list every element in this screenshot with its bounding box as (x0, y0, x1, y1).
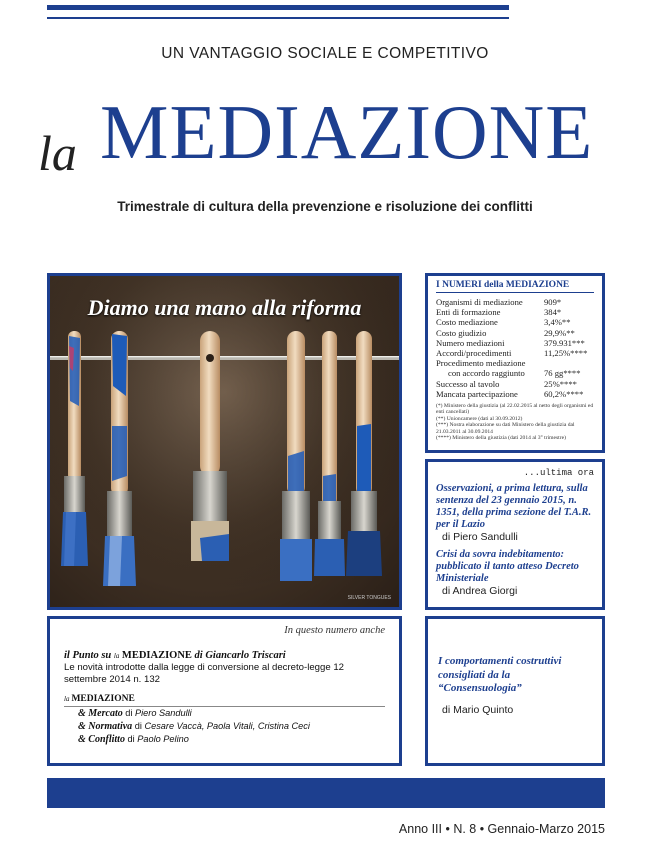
punto-author: di Giancarlo Triscari (194, 650, 286, 661)
section-item-authors: Cesare Vaccà, Paola Vitali, Cristina Ceci (144, 721, 310, 731)
numbers-box (425, 273, 605, 453)
section-item[interactable] (64, 733, 385, 746)
numbers-label: Costo giudizio (436, 327, 487, 338)
numbers-value: 909* (544, 297, 562, 307)
numbers-row (436, 317, 594, 327)
article-title[interactable]: Osservazioni, a prima lettura, sulla sentenza del 23 gennaio 2015, n. 1351, della prima sezione del T.A.R. per il Lazio (436, 483, 592, 530)
numbers-value: 60,2%**** (544, 388, 584, 399)
top-rule-thin (47, 17, 509, 19)
article-author: di Andrea Giorgi (442, 585, 518, 597)
numbers-row (436, 368, 594, 378)
numbers-row (436, 297, 594, 307)
numbers-row (436, 338, 594, 348)
subtitle: Trimestrale di cultura della prevenzione e risoluzione dei conflitti (117, 199, 533, 214)
in-this-issue-label: In questo numero anche (284, 625, 385, 636)
section-item-by: di (134, 721, 142, 731)
punto-la: la (113, 652, 120, 660)
top-rule-thick (47, 5, 509, 10)
numbers-value: 11,25%**** (544, 348, 588, 359)
punto-description: Le novità introdotte dalla legge di conversione al decreto-legge 12 settembre 2014 n. 132 (64, 662, 345, 685)
ultima-ora-label: ...ultima ora (523, 468, 594, 478)
punto-heading[interactable] (64, 650, 385, 661)
feature-box (425, 616, 605, 766)
punto-prefix: il Punto su (64, 650, 112, 661)
masthead-title: MEDIAZIONE (100, 89, 594, 175)
article-author: di Piero Sandulli (442, 531, 518, 543)
article-title[interactable]: Crisi da sovra indebitamento: pubblicato il tanto atteso Decreto Ministeriale (436, 549, 579, 584)
numbers-row (436, 348, 594, 358)
numbers-label: Enti di formazione (436, 307, 501, 318)
numbers-note: (**) Unioncamere (dati al 30.09.2012) (436, 415, 523, 422)
bottom-bar (47, 778, 605, 808)
section-item-authors: Piero Sandulli (135, 708, 192, 718)
numbers-note: (***) Nostra elaborazione su dati Ministero della giustizia dal 21.03.2011 al 30.09.2014 (436, 422, 575, 435)
numbers-row (436, 379, 594, 389)
paintbrushes-illustration (50, 276, 399, 607)
ultima-ora-box (425, 459, 605, 610)
numbers-label: Mancata partecipazione (436, 388, 518, 399)
section-heading (64, 694, 385, 707)
cover-credit: SILVER TONGUES (347, 595, 391, 601)
section-item-by: di (127, 734, 135, 744)
masthead-prefix: la (38, 125, 77, 181)
section-item[interactable] (64, 707, 385, 720)
punto-mediazione: MEDIAZIONE (121, 650, 192, 661)
numbers-notes (436, 403, 594, 441)
numbers-label: Organismi di mediazione (436, 297, 523, 307)
section-item-name: & Conflitto (78, 734, 125, 745)
numbers-value: 25%**** (544, 378, 577, 389)
in-this-issue-box (47, 616, 402, 766)
section-title: MEDIAZIONE (71, 694, 135, 704)
section-item-authors: Paolo Pelino (137, 734, 189, 744)
numbers-row (436, 307, 594, 317)
numbers-note: (*) Ministero della giustizia (al 22.02.2015 al netto degli organismi ed enti cancellati) (436, 403, 594, 416)
cover-image (47, 273, 402, 610)
cover-headline: Diamo una mano alla riforma (87, 295, 362, 320)
section-item-name: & Normativa (78, 721, 133, 732)
numbers-row (436, 358, 594, 368)
numbers-label: Successo al tavolo (436, 378, 500, 389)
numbers-value: 76 gg**** (544, 368, 581, 379)
numbers-title: I NUMERI della MEDIAZIONE (436, 280, 594, 293)
issue-info: Anno III • N. 8 • Gennaio-Marzo 2015 (398, 822, 605, 836)
numbers-note: (****) Ministero della giustizia (dati 2014 al 3° trimestre) (436, 435, 566, 442)
numbers-value: 379.931*** (544, 337, 585, 348)
feature-author: di Mario Quinto (442, 703, 514, 716)
numbers-label: Costo mediazione (436, 317, 498, 328)
numbers-row (436, 328, 594, 338)
numbers-label: Procedimento mediazione (436, 358, 526, 369)
tagline: UN VANTAGGIO SOCIALE E COMPETITIVO (161, 45, 489, 62)
numbers-value: 29,9%** (544, 327, 575, 338)
numbers-row (436, 389, 594, 399)
section-item-by: di (125, 708, 133, 718)
feature-title[interactable]: I comportamenti costruttivi consigliati da la “Consensuologia” (438, 655, 562, 694)
section-prefix: la (64, 695, 70, 703)
numbers-label: Numero mediazioni (436, 337, 505, 348)
numbers-value: 3,4%** (544, 317, 571, 328)
numbers-label: Accordi/procedimenti (436, 348, 512, 359)
numbers-label: con accordo raggiunto (448, 368, 525, 379)
section-item[interactable] (64, 720, 385, 733)
section-item-name: & Mercato (78, 708, 123, 719)
numbers-value: 384* (544, 307, 562, 318)
